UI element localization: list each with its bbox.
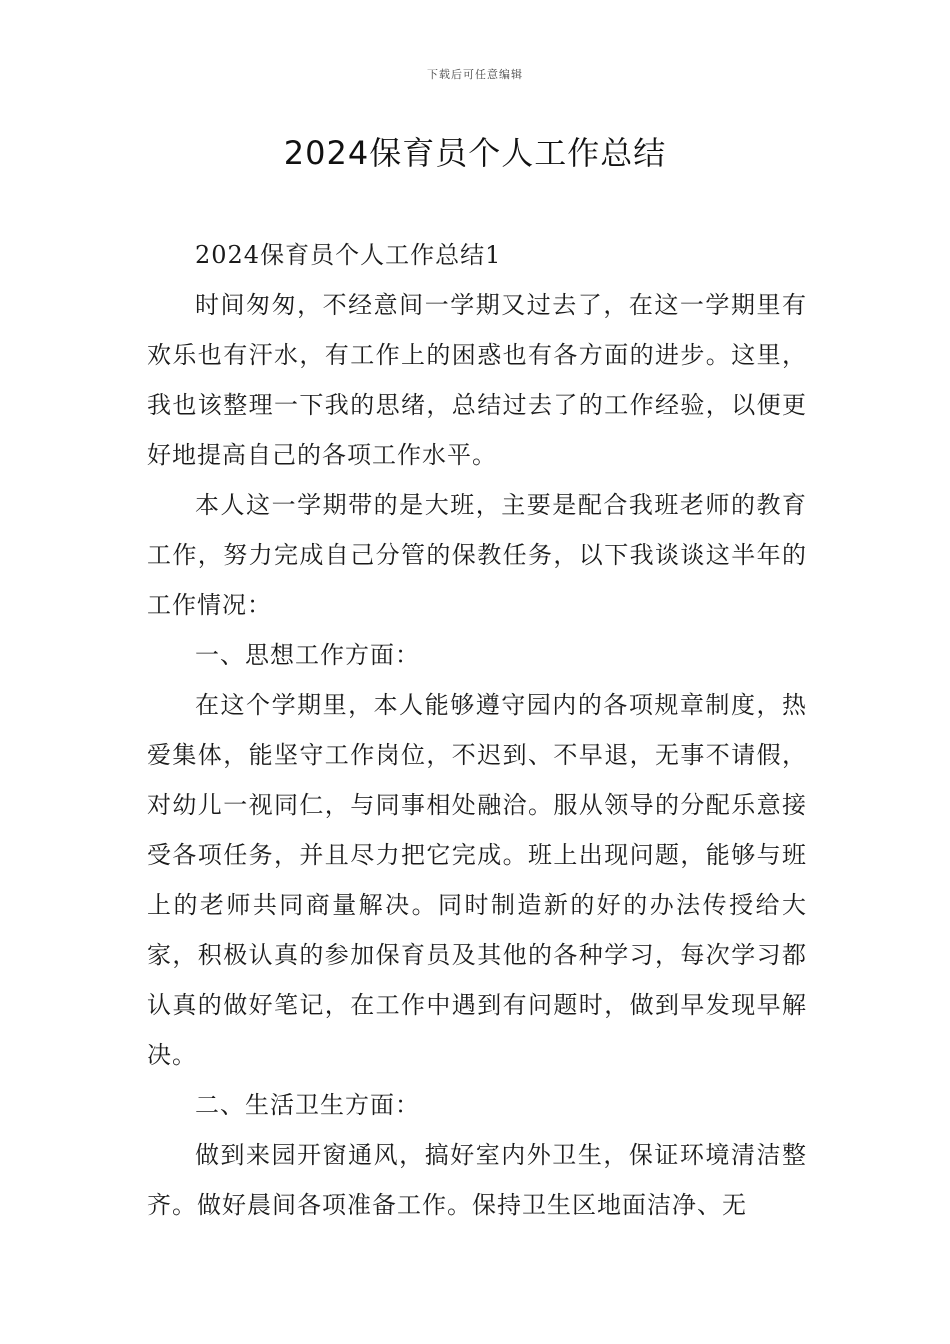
paragraph-hygiene: 做到来园开窗通风，搞好室内外卫生，保证环境清洁整齐。做好晨间各项准备工作。保持卫生区地面洁净、无	[147, 1141, 807, 1219]
paragraph-thought: 在这个学期里，本人能够遵守园内的各项规章制度，热爱集体，能坚守工作岗位，不迟到、不早退，无事不请假，对幼儿一视同仁，与同事相处融洽。服从领导的分配乐意接受各项任务，并且尽力把它完成。班上出现问题，能够与班上的老师共同商量解决。同时制造新的好的办法传授给大家，积极认真的参加保育员及其他的各种学习，每次学习都认真的做好笔记，在工作中遇到有问题时，做到早发现早解决。	[147, 691, 807, 1069]
section-heading-hygiene: 二、生活卫生方面：	[195, 1091, 420, 1119]
paragraph-overview: 本人这一学期带的是大班，主要是配合我班老师的教育工作，努力完成自己分管的保教任务，以下我谈谈这半年的工作情况：	[147, 491, 807, 619]
section-subtitle: 2024保育员个人工作总结1	[195, 241, 502, 269]
paragraph-intro: 时间匆匆，不经意间一学期又过去了，在这一学期里有欢乐也有汗水，有工作上的困惑也有各方面的进步。这里，我也该整理一下我的思绪，总结过去了的工作经验，以便更好地提高自己的各项工作水平。	[147, 291, 807, 469]
header-note: 下载后可任意编辑	[427, 68, 523, 81]
section-heading-thought: 一、思想工作方面：	[195, 641, 420, 669]
document-body	[147, 230, 807, 1230]
document-title: 2024保育员个人工作总结	[283, 134, 667, 172]
